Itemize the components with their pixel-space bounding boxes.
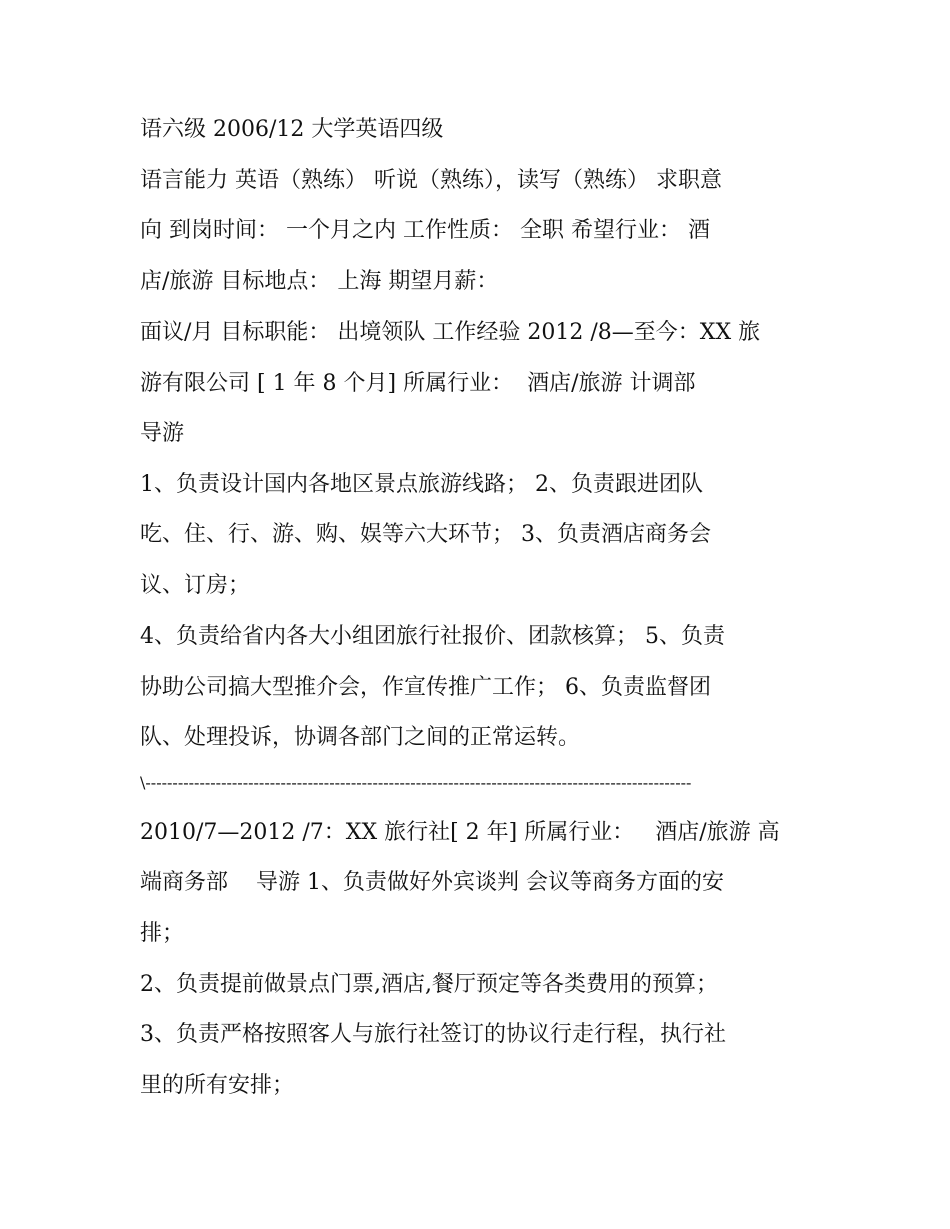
- text-line: 2、负责提前做景点门票,酒店,餐厅预定等各类费用的预算；: [140, 972, 718, 997]
- text-line: 吃、住、行、游、购、娱等六大环节； 3、负责酒店商务会: [140, 522, 711, 547]
- text-line: 游有限公司 [ 1 年 8 个月] 所属行业： 酒店/旅游 计调部: [140, 371, 696, 396]
- text-line: 语言能力 英语（熟练） 听说（熟练），读写（熟练） 求职意: [140, 168, 722, 193]
- text-line: 3、负责严格按照客人与旅行社签订的协议行走行程，执行社: [140, 1022, 726, 1047]
- text-line: 向 到岗时间： 一个月之内 工作性质： 全职 希望行业： 酒: [140, 218, 710, 243]
- dashed-separator: \-----------------------------------------------------------------------------------------------------: [140, 773, 692, 792]
- text-line: 店/旅游 目标地点： 上海 期望月薪：: [140, 269, 499, 294]
- text-line: 排；: [140, 921, 185, 946]
- text-line: 4、负责给省内各大小组团旅行社报价、团款核算； 5、负责: [140, 624, 725, 649]
- text-line: 队、处理投诉，协调各部门之间的正常运转。: [140, 725, 581, 750]
- text-line: 1、负责设计国内各地区景点旅游线路； 2、负责跟进团队: [140, 472, 703, 497]
- text-line: 面议/月 目标职能： 出境领队 工作经验 2012 /8—至今：XX 旅: [140, 320, 761, 345]
- text-line: 议、订房；: [140, 573, 251, 598]
- text-line: 协助公司搞大型推介会，作宣传推广工作； 6、负责监督团: [140, 675, 711, 700]
- text-line: 端商务部 导游 1、负责做好外宾谈判 会议等商务方面的安: [140, 870, 724, 895]
- text-line: 语六级 2006/12 大学英语四级: [140, 117, 444, 142]
- text-line: 2010/7—2012 /7：XX 旅行社[ 2 年] 所属行业： 酒店/旅游 高: [140, 820, 780, 845]
- text-line: 导游: [140, 421, 185, 446]
- text-line: 里的所有安排；: [140, 1073, 295, 1098]
